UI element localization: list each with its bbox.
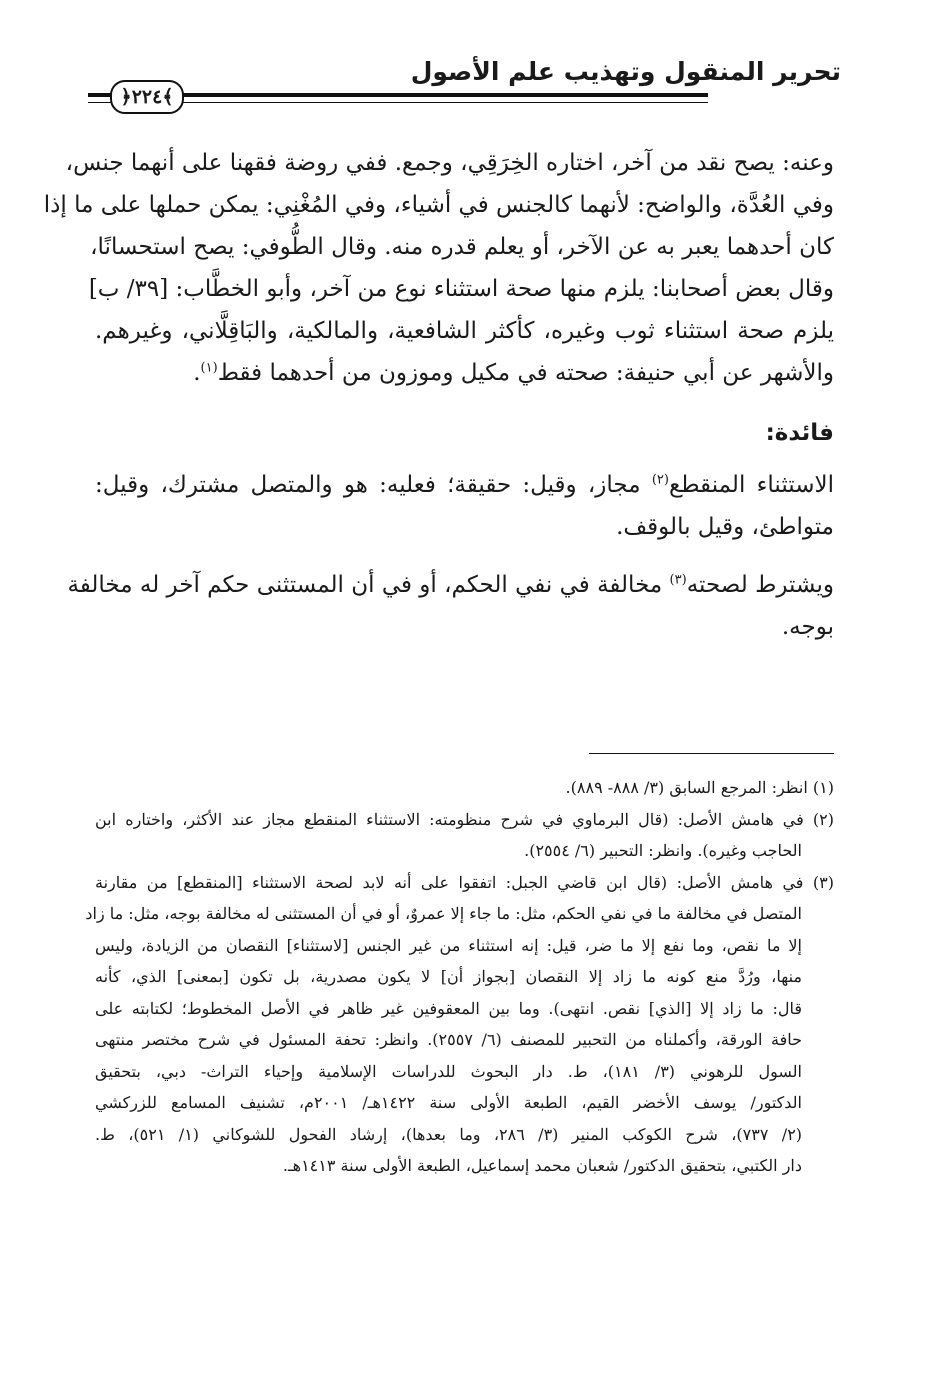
paragraph-2: [95, 464, 834, 548]
footnote-1: (١) انظر: المرجع السابق (٣/ ٨٨٨- ٨٨٩).: [565, 778, 834, 797]
footnote-line: إلا ما نقص، وما نفع إلا ما ضر، قيل: إنه استثناء من غير الجنس [لاستثناء] النقصان من الزيادة، وليس: [95, 935, 802, 955]
footnote-ref-1[interactable]: (١): [200, 360, 218, 376]
running-header: [88, 52, 841, 114]
footnote-3: [85, 867, 834, 1182]
footnote-line: (٢/ ٧٣٧)، شرح الكوكب المنير (٣/ ٢٨٦، وما بعدها)، إرشاد الفحول للشوكاني (١/ ٥٢١)، ط.: [95, 1124, 803, 1144]
paragraph-3: [67, 564, 834, 648]
footnote-line: منها، ورُدَّ منع كونه ما زاد إلا النقصان [بجواز أن] لا يكون مصدرية، بل تكون [بمعنى] الذي، كأنه: [95, 967, 802, 986]
footnote-ref-3[interactable]: (٣): [669, 572, 687, 588]
text-segment: ويشترط لصحته: [686, 572, 834, 598]
text-line-last: [95, 352, 834, 394]
footnote-line: المتصل في مخالفة ما في نفي الحكم، مثل: ما جاء إلا عمروٌ، أو في أن المستثنى له مخالفة بوجه، مثل: ما زاد: [85, 904, 802, 923]
text-line: وفي العُدَّة، والواضح: لأنهما كالجنس في أشياء، وفي المُغْنِي: يمكن حملها على ما إذا: [43, 192, 834, 218]
footnotes: [85, 772, 834, 1182]
footnote-line: الدكتور/ يوسف الأخضر القيم، الطبعة الأولى سنة ١٤٢٢هـ/ ٢٠٠١م، تشنيف المسامع للزركشي: [95, 1093, 802, 1112]
book-title: تحرير المنقول وتهذيب علم الأصول: [410, 57, 841, 86]
footnote-line: (٣) في هامش الأصل: (قال ابن قاضي الجبل: اتفقوا على أنه لابد لصحة الاستثناء [المنقطع] من مقارنة: [95, 872, 834, 892]
text-line: وقال بعض أصحابنا: يلزم منها صحة استثناء نوع من آخر، وأبو الخطَّاب: [٣٩/ ب]: [88, 276, 834, 302]
footnote-ref-2[interactable]: (٢): [651, 472, 669, 488]
text-line: [95, 464, 834, 506]
page-number: ﴿٢٢٤﴾: [110, 80, 184, 114]
text-segment: مخالفة في نفي الحكم، أو في أن المستثنى حكم آخر له مخالفة: [67, 572, 670, 598]
footnote-line: قال: ما زاد إلا [الذي] نقص. انتهى). وما بين المعقوفين غير ظاهر في الأصل المخطوط؛ لكتابته على: [95, 998, 802, 1018]
text-segment: والأشهر عن أبي حنيفة: صحته في مكيل وموزون من أحدهما فقط: [217, 360, 834, 386]
footnote-separator: [589, 753, 834, 754]
footnote-2: [95, 804, 834, 867]
text-line: [67, 564, 834, 606]
footnote-line: الحاجب وغيره). وانظر: التحبير (٦/ ٢٥٥٤).: [524, 841, 802, 860]
text-line: كان أحدهما يعبر به عن الآخر، أو يعلم قدره منه. وقال الطُّوفي: يصح استحسانًا،: [90, 234, 834, 260]
footnote-line: حافة الورقة، وأكملناه من التحبير للمصنف (٦/ ٢٥٥٧). وانظر: تحفة المسئول في شرح مختصر منتهى: [95, 1030, 802, 1049]
footnote-line: دار الكتبي، بتحقيق الدكتور/ شعبان محمد إسماعيل، الطبعة الأولى سنة ١٤١٣هـ.: [282, 1156, 802, 1175]
text-segment: مجاز، وقيل: حقيقة؛ فعليه: هو والمتصل مشترك، وقيل:: [95, 472, 652, 498]
paragraph-1: [43, 142, 834, 394]
text-segment: الاستثناء المنقطع: [668, 472, 834, 498]
text-line: يلزم صحة استثناء ثوب وغيره، كأكثر الشافعية، والمالكية، والبَاقِلَّاني، وغيرهم.: [95, 318, 834, 344]
text-segment: .: [193, 360, 201, 386]
text-line-last: بوجه.: [781, 614, 834, 640]
section-heading: فائدة:: [765, 420, 834, 446]
text-line: وعنه: يصح نقد من آخر، اختاره الخِرَقِي، وجمع. ففي روضة فقهنا على أنهما جنس،: [65, 150, 834, 176]
text-line-last: متواطئ، وقيل بالوقف.: [616, 514, 834, 540]
main-text: [43, 142, 834, 648]
footnote-line: (٢) في هامش الأصل: (قال البرماوي في شرح منظومته: الاستثناء المنقطع مجاز عند الأكثر، واختاره ابن: [95, 809, 834, 829]
footnote-line: السول للرهوني (٣/ ١٨١)، ط. دار البحوث للدراسات الإسلامية وإحياء التراث- دبي، بتحقيق: [95, 1061, 802, 1081]
